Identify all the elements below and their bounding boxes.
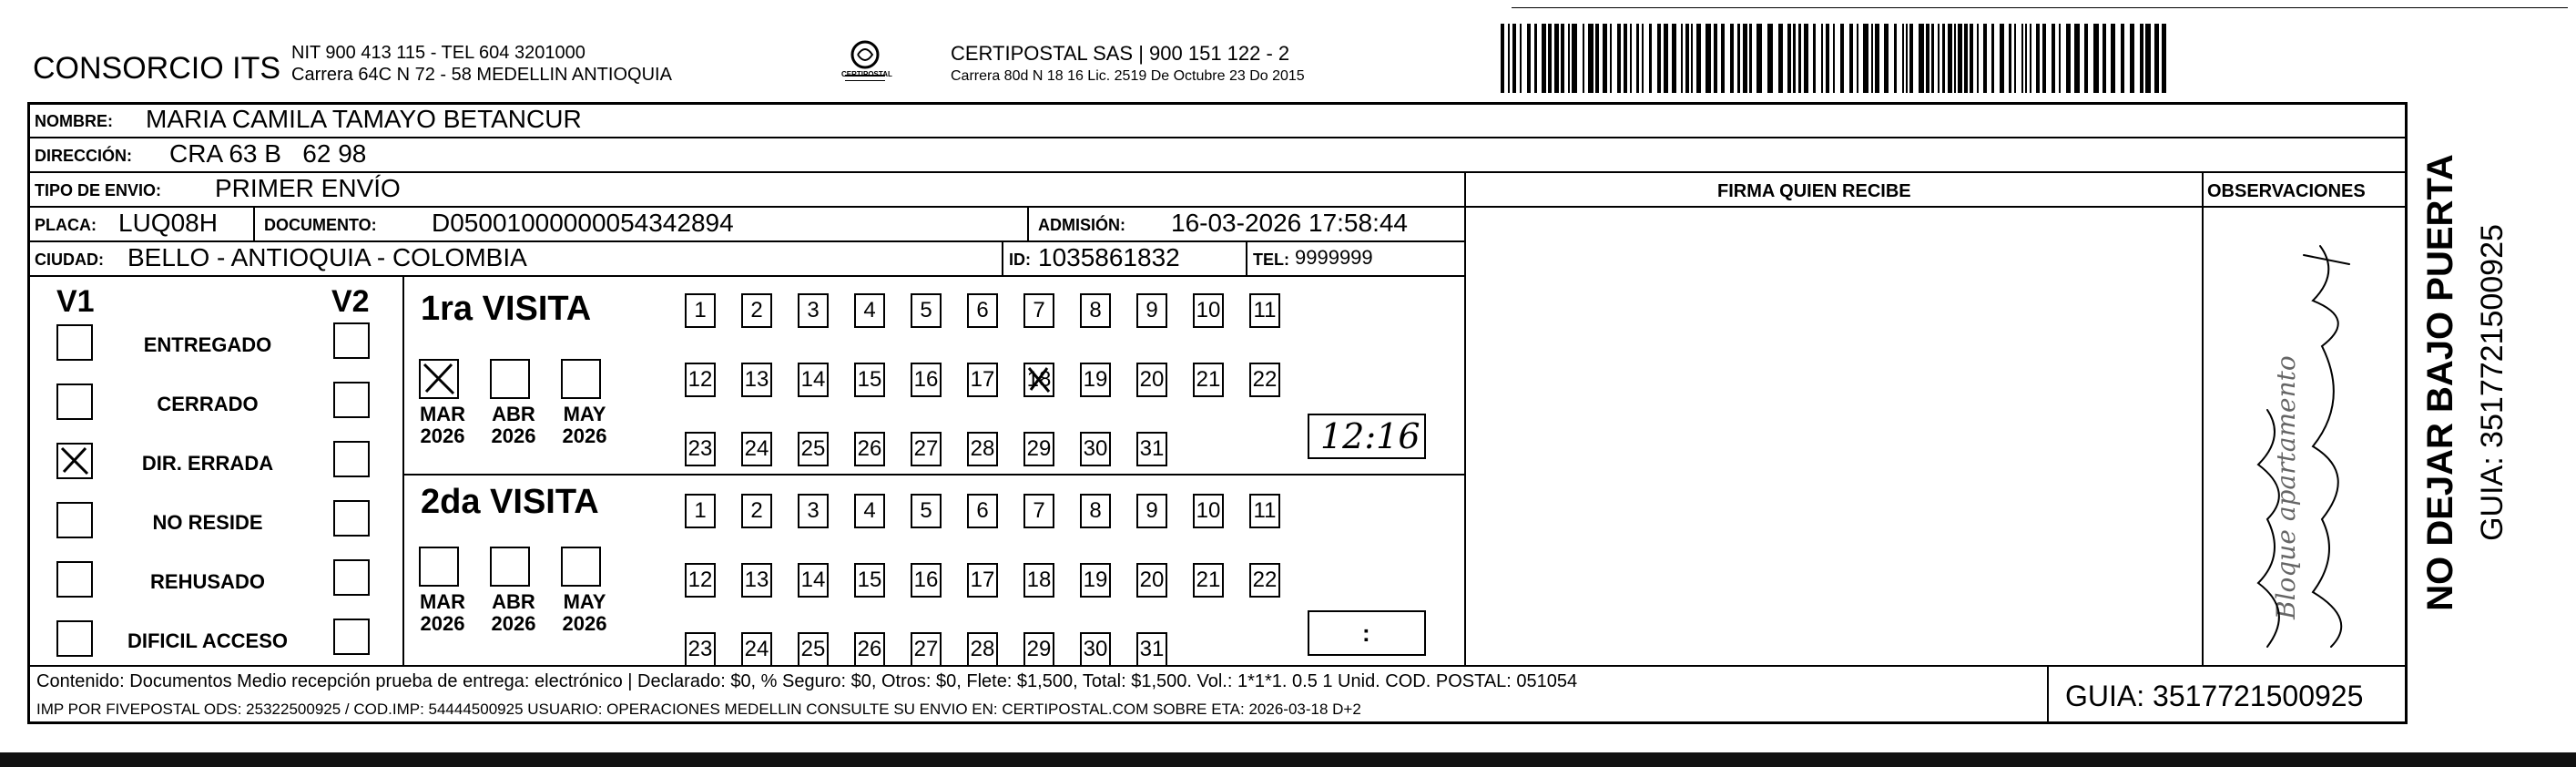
admision-label: ADMISIÓN: <box>1038 216 1125 234</box>
first-month-box-2[interactable] <box>561 359 601 399</box>
second-day-30[interactable]: 30 <box>1080 632 1111 667</box>
first-day-29[interactable]: 29 <box>1023 432 1054 466</box>
second-day-4[interactable]: 4 <box>854 494 885 528</box>
second-visit-title: 2da VISITA <box>421 483 599 521</box>
v2-checkbox-2[interactable] <box>333 441 370 477</box>
logo-text: CERTIPOSTAL <box>841 70 892 78</box>
second-day-28[interactable]: 28 <box>967 632 998 667</box>
first-month-box-1[interactable] <box>490 359 530 399</box>
second-time-value: : <box>1362 619 1370 647</box>
second-day-16[interactable]: 16 <box>911 563 942 598</box>
second-year-label-0: 2026 <box>420 612 465 635</box>
placa-value: LUQ08H <box>118 209 218 237</box>
second-day-22[interactable]: 22 <box>1249 563 1280 598</box>
second-year-label-2: 2026 <box>562 612 607 635</box>
footer-guia: GUIA: 3517721500925 <box>2065 680 2364 712</box>
second-day-31[interactable]: 31 <box>1136 632 1167 667</box>
nombre-label: NOMBRE: <box>35 112 113 130</box>
documento-label: DOCUMENTO: <box>264 216 377 234</box>
v2-checkbox-1[interactable] <box>333 382 370 418</box>
first-month-check-0 <box>421 361 457 397</box>
second-month-label-1: ABR <box>492 590 535 613</box>
first-month-label-2: MAY <box>563 403 606 425</box>
row-line <box>27 171 2408 173</box>
status-label-2: DIR. ERRADA <box>141 452 274 475</box>
first-day-7[interactable]: 7 <box>1023 293 1054 328</box>
second-day-11[interactable]: 11 <box>1249 494 1280 528</box>
second-day-17[interactable]: 17 <box>967 563 998 598</box>
second-day-10[interactable]: 10 <box>1193 494 1224 528</box>
company-line-2: Carrera 64C N 72 - 58 MEDELLIN ANTIOQUIA <box>291 65 672 85</box>
nombre-value: MARIA CAMILA TAMAYO BETANCUR <box>146 105 582 133</box>
v2-checkbox-4[interactable] <box>333 559 370 596</box>
first-visit-title: 1ra VISITA <box>421 290 592 328</box>
second-day-2[interactable]: 2 <box>741 494 772 528</box>
observaciones-header: OBSERVACIONES <box>2207 181 2366 201</box>
v2-label: V2 <box>331 284 370 319</box>
v2-checkbox-5[interactable] <box>333 619 370 655</box>
first-day-check-18 <box>1025 364 1053 395</box>
first-day-18[interactable]: 18 <box>1023 363 1054 397</box>
second-time-box <box>1308 610 1426 656</box>
v1-checkbox-4[interactable] <box>56 561 93 598</box>
second-day-5[interactable]: 5 <box>911 494 942 528</box>
row-line <box>27 275 1466 277</box>
status-label-0: ENTREGADO <box>143 333 272 356</box>
second-month-box-0[interactable] <box>419 547 459 587</box>
second-day-1[interactable]: 1 <box>685 494 716 528</box>
barcode-graphic <box>1501 24 2174 93</box>
status-label-4: REHUSADO <box>150 570 265 593</box>
id-value: 1035861832 <box>1038 243 1180 271</box>
first-day-30[interactable]: 30 <box>1080 432 1111 466</box>
footer-line-2: IMP POR FIVEPOSTAL ODS: 25322500925 / COD.IMP: 54444500925 USUARIO: OPERACIONES MEDELLIN CONSULTE SU ENVIO EN: CERTIPOSTAL.COM SOBRE ETA: 2026-03-18 D+2 <box>36 701 1361 718</box>
barcode <box>1501 24 2174 93</box>
first-day-27[interactable]: 27 <box>911 432 942 466</box>
second-day-6[interactable]: 6 <box>967 494 998 528</box>
ciudad-value: BELLO - ANTIOQUIA - COLOMBIA <box>127 243 527 271</box>
second-month-box-1[interactable] <box>490 547 530 587</box>
certipostal-logo <box>838 36 892 87</box>
bottom-edge <box>0 752 2576 767</box>
side-guia: GUIA: 3517721500925 <box>2475 224 2510 541</box>
second-month-label-0: MAR <box>419 590 466 613</box>
cell-line <box>1002 240 1003 275</box>
side-warning-container <box>2413 128 2468 638</box>
first-day-10[interactable]: 10 <box>1193 293 1224 328</box>
cell-line <box>1027 206 1029 240</box>
tipo-envio-label: TIPO DE ENVIO: <box>35 181 162 199</box>
second-day-19[interactable]: 19 <box>1080 563 1111 598</box>
second-day-20[interactable]: 20 <box>1136 563 1167 598</box>
cell-line <box>1246 240 1247 275</box>
certipostal-logo-icon <box>838 36 892 87</box>
first-day-4[interactable]: 4 <box>854 293 885 328</box>
direccion-value: CRA 63 B 62 98 <box>169 139 367 168</box>
first-day-26[interactable]: 26 <box>854 432 885 466</box>
v1-checkbox-1[interactable] <box>56 384 93 420</box>
company-name: CONSORCIO ITS <box>33 51 281 86</box>
first-day-5[interactable]: 5 <box>911 293 942 328</box>
v1-label: V1 <box>56 284 95 319</box>
status-label-5: DIFICIL ACCESO <box>127 629 288 652</box>
first-day-3[interactable]: 3 <box>798 293 829 328</box>
first-month-label-0: MAR <box>419 403 466 425</box>
tipo-envio-value: PRIMER ENVÍO <box>215 174 401 202</box>
row-line <box>27 240 1466 242</box>
first-day-24[interactable]: 24 <box>741 432 772 466</box>
v1-checkbox-0[interactable] <box>56 324 93 361</box>
first-day-8[interactable]: 8 <box>1080 293 1111 328</box>
admision-value: 16-03-2026 17:58:44 <box>1171 209 1408 237</box>
status-label-1: CERRADO <box>157 393 259 415</box>
first-day-12[interactable]: 12 <box>685 363 716 397</box>
visit-divider <box>402 474 1466 476</box>
direccion-label: DIRECCIÓN: <box>35 147 132 165</box>
first-day-28[interactable]: 28 <box>967 432 998 466</box>
row-line <box>27 206 2408 208</box>
second-day-3[interactable]: 3 <box>798 494 829 528</box>
first-day-19[interactable]: 19 <box>1080 363 1111 397</box>
carrier-line-2: Carrera 80d N 18 16 Lic. 2519 De Octubre 23 Do 2015 <box>951 68 1305 84</box>
first-year-label-2: 2026 <box>562 424 607 447</box>
v1-check-mark-2 <box>58 445 91 477</box>
v1-checkbox-3[interactable] <box>56 502 93 538</box>
first-day-21[interactable]: 21 <box>1193 363 1224 397</box>
side-guia-container <box>2469 128 2515 638</box>
second-day-25[interactable]: 25 <box>798 632 829 667</box>
visit-col-line <box>402 275 404 665</box>
footer-line-1: Contenido: Documentos Medio recepción prueba de entrega: electrónico | Declarado: $0, % Seguro: $0, Otros: $0, Flete: $1,500, Total: $1,500. Vol.: 1*1*1. 0.5 1 Unid. COD. POSTAL: 051054 <box>36 671 1578 691</box>
row-line <box>27 137 2408 138</box>
second-day-8[interactable]: 8 <box>1080 494 1111 528</box>
first-day-14[interactable]: 14 <box>798 363 829 397</box>
second-day-23[interactable]: 23 <box>685 632 716 667</box>
documento-value: D05001000000054342894 <box>432 209 734 237</box>
first-day-31[interactable]: 31 <box>1136 432 1167 466</box>
observation-handwriting <box>2204 219 2406 665</box>
carrier-line-1: CERTIPOSTAL SAS | 900 151 122 - 2 <box>951 42 1290 65</box>
col-line <box>1464 171 1466 665</box>
v1-checkbox-5[interactable] <box>56 620 93 657</box>
first-day-15[interactable]: 15 <box>854 363 885 397</box>
tel-label: TEL: <box>1253 251 1289 269</box>
second-day-27[interactable]: 27 <box>911 632 942 667</box>
second-day-9[interactable]: 9 <box>1136 494 1167 528</box>
first-year-label-0: 2026 <box>420 424 465 447</box>
second-day-29[interactable]: 29 <box>1023 632 1054 667</box>
observation-note: Bloque apartamento <box>2271 355 2301 619</box>
first-day-20[interactable]: 20 <box>1136 363 1167 397</box>
first-year-label-1: 2026 <box>491 424 536 447</box>
first-time-value: 12:16 <box>1320 416 1420 456</box>
tel-value: 9999999 <box>1295 246 1373 269</box>
id-label: ID: <box>1009 251 1031 269</box>
first-time-box <box>1308 414 1426 459</box>
first-day-9[interactable]: 9 <box>1136 293 1167 328</box>
cell-line <box>2047 665 2049 724</box>
side-warning: NO DEJAR BAJO PUERTA <box>2420 154 2460 611</box>
firma-header: FIRMA QUIEN RECIBE <box>1717 181 1911 201</box>
status-label-3: NO RESIDE <box>152 511 263 534</box>
first-day-25[interactable]: 25 <box>798 432 829 466</box>
v2-checkbox-3[interactable] <box>333 500 370 537</box>
first-day-11[interactable]: 11 <box>1249 293 1280 328</box>
second-day-12[interactable]: 12 <box>685 563 716 598</box>
first-day-22[interactable]: 22 <box>1249 363 1280 397</box>
placa-label: PLACA: <box>35 216 97 234</box>
second-day-18[interactable]: 18 <box>1023 563 1054 598</box>
v2-checkbox-0[interactable] <box>333 322 370 359</box>
top-rule <box>1512 7 2568 8</box>
second-day-26[interactable]: 26 <box>854 632 885 667</box>
second-month-box-2[interactable] <box>561 547 601 587</box>
first-day-1[interactable]: 1 <box>685 293 716 328</box>
second-day-14[interactable]: 14 <box>798 563 829 598</box>
first-day-16[interactable]: 16 <box>911 363 942 397</box>
second-day-24[interactable]: 24 <box>741 632 772 667</box>
second-month-label-2: MAY <box>563 590 606 613</box>
first-day-6[interactable]: 6 <box>967 293 998 328</box>
second-day-21[interactable]: 21 <box>1193 563 1224 598</box>
first-day-17[interactable]: 17 <box>967 363 998 397</box>
cell-line <box>253 206 255 240</box>
second-year-label-1: 2026 <box>491 612 536 635</box>
company-line-1: NIT 900 413 115 - TEL 604 3201000 <box>291 43 585 63</box>
first-day-13[interactable]: 13 <box>741 363 772 397</box>
first-day-23[interactable]: 23 <box>685 432 716 466</box>
second-day-13[interactable]: 13 <box>741 563 772 598</box>
first-month-label-1: ABR <box>492 403 535 425</box>
second-day-7[interactable]: 7 <box>1023 494 1054 528</box>
footer-line <box>27 665 2408 667</box>
first-day-2[interactable]: 2 <box>741 293 772 328</box>
ciudad-label: CIUDAD: <box>35 251 104 269</box>
second-day-15[interactable]: 15 <box>854 563 885 598</box>
